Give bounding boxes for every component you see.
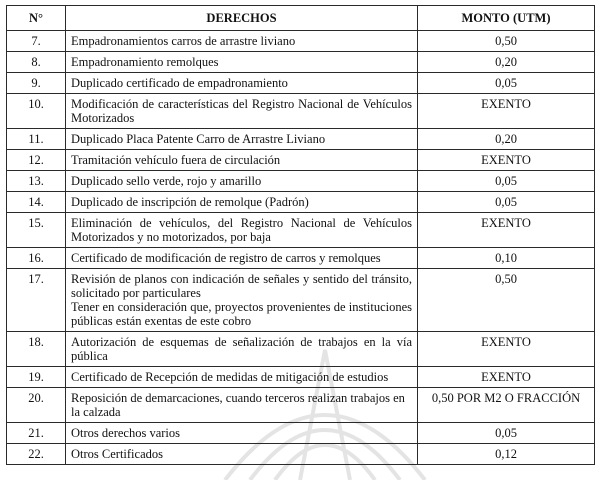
- right-description: [66, 332, 418, 367]
- table-row: [7, 332, 595, 367]
- right-description: [66, 269, 418, 332]
- amount-cell: EXENTO: [418, 213, 595, 248]
- table-row: [7, 31, 595, 52]
- description-line: Duplicado certificado de empadronamiento: [71, 76, 288, 90]
- right-description: [66, 52, 418, 73]
- header-no: N°: [7, 6, 66, 31]
- amount-cell: EXENTO: [418, 94, 595, 129]
- amount-cell: 0,05: [418, 423, 595, 444]
- row-number: 22.: [7, 444, 66, 465]
- table-row: [7, 269, 595, 332]
- amount-cell: 0,12: [418, 444, 595, 465]
- right-description: [66, 248, 418, 269]
- description-line: Revisión de planos con indicación de señales y sentido del tránsito, solicitado por particulares: [71, 272, 412, 300]
- amount-cell: 0,20: [418, 129, 595, 150]
- amount-cell: 0,50: [418, 269, 595, 332]
- fees-table: [6, 5, 595, 465]
- table-row: [7, 171, 595, 192]
- amount-cell: 0,10: [418, 248, 595, 269]
- amount-cell: 0,50 POR M2 O FRACCIÓN: [418, 388, 595, 423]
- table-row: [7, 248, 595, 269]
- right-description: [66, 444, 418, 465]
- amount-cell: EXENTO: [418, 150, 595, 171]
- amount-cell: 0,20: [418, 52, 595, 73]
- description-line: Certificado de modificación de registro de carros y remolques: [71, 251, 381, 265]
- header-monto: MONTO (UTM): [418, 6, 595, 31]
- row-number: 21.: [7, 423, 66, 444]
- row-number: 19.: [7, 367, 66, 388]
- amount-cell: 0,05: [418, 171, 595, 192]
- header-row: [7, 6, 595, 31]
- amount-cell: 0,05: [418, 192, 595, 213]
- description-line: Duplicado sello verde, rojo y amarillo: [71, 174, 262, 188]
- description-line: Modificación de características del Registro Nacional de Vehículos Motorizados: [71, 97, 412, 125]
- row-number: 7.: [7, 31, 66, 52]
- description-line: Certificado de Recepción de medidas de mitigación de estudios: [71, 370, 389, 384]
- right-description: [66, 150, 418, 171]
- right-description: [66, 367, 418, 388]
- table-row: [7, 192, 595, 213]
- description-line: Tramitación vehículo fuera de circulación: [71, 153, 281, 167]
- description-line: Duplicado Placa Patente Carro de Arrastre Liviano: [71, 132, 326, 146]
- table-row: [7, 444, 595, 465]
- description-line: Otros derechos varios: [71, 426, 180, 440]
- row-number: 17.: [7, 269, 66, 332]
- right-description: [66, 94, 418, 129]
- row-number: 14.: [7, 192, 66, 213]
- table-row: [7, 150, 595, 171]
- table-row: [7, 213, 595, 248]
- row-number: 9.: [7, 73, 66, 94]
- row-number: 18.: [7, 332, 66, 367]
- right-description: [66, 31, 418, 52]
- row-number: 11.: [7, 129, 66, 150]
- row-number: 16.: [7, 248, 66, 269]
- row-number: 8.: [7, 52, 66, 73]
- table-row: [7, 423, 595, 444]
- table-row: [7, 73, 595, 94]
- amount-cell: 0,50: [418, 31, 595, 52]
- table-row: [7, 367, 595, 388]
- description-line: Empadronamiento remolques: [71, 55, 219, 69]
- row-number: 12.: [7, 150, 66, 171]
- amount-cell: 0,05: [418, 73, 595, 94]
- right-description: [66, 73, 418, 94]
- table-row: [7, 52, 595, 73]
- right-description: [66, 171, 418, 192]
- description-line: Otros Certificados: [71, 447, 163, 461]
- right-description: [66, 213, 418, 248]
- amount-cell: EXENTO: [418, 332, 595, 367]
- right-description: [66, 388, 418, 423]
- right-description: [66, 192, 418, 213]
- right-description: [66, 423, 418, 444]
- row-number: 10.: [7, 94, 66, 129]
- description-line: Reposición de demarcaciones, cuando terceros realizan trabajos en la calzada: [71, 391, 405, 419]
- amount-cell: EXENTO: [418, 367, 595, 388]
- description-line: Duplicado de inscripción de remolque (Padrón): [71, 195, 309, 209]
- description-line: Tener en consideración que, proyectos provenientes de instituciones públicas están exentas de este cobro: [71, 300, 412, 328]
- row-number: 20.: [7, 388, 66, 423]
- description-line: Eliminación de vehículos, del Registro Nacional de Vehículos Motorizados y no motorizados, por baja: [71, 216, 412, 244]
- description-line: Autorización de esquemas de señalización de trabajos en la vía pública: [71, 335, 412, 363]
- table-row: [7, 388, 595, 423]
- row-number: 15.: [7, 213, 66, 248]
- table-row: [7, 129, 595, 150]
- row-number: 13.: [7, 171, 66, 192]
- table-row: [7, 94, 595, 129]
- description-line: Empadronamientos carros de arrastre liviano: [71, 34, 296, 48]
- header-derechos: DERECHOS: [66, 6, 418, 31]
- right-description: [66, 129, 418, 150]
